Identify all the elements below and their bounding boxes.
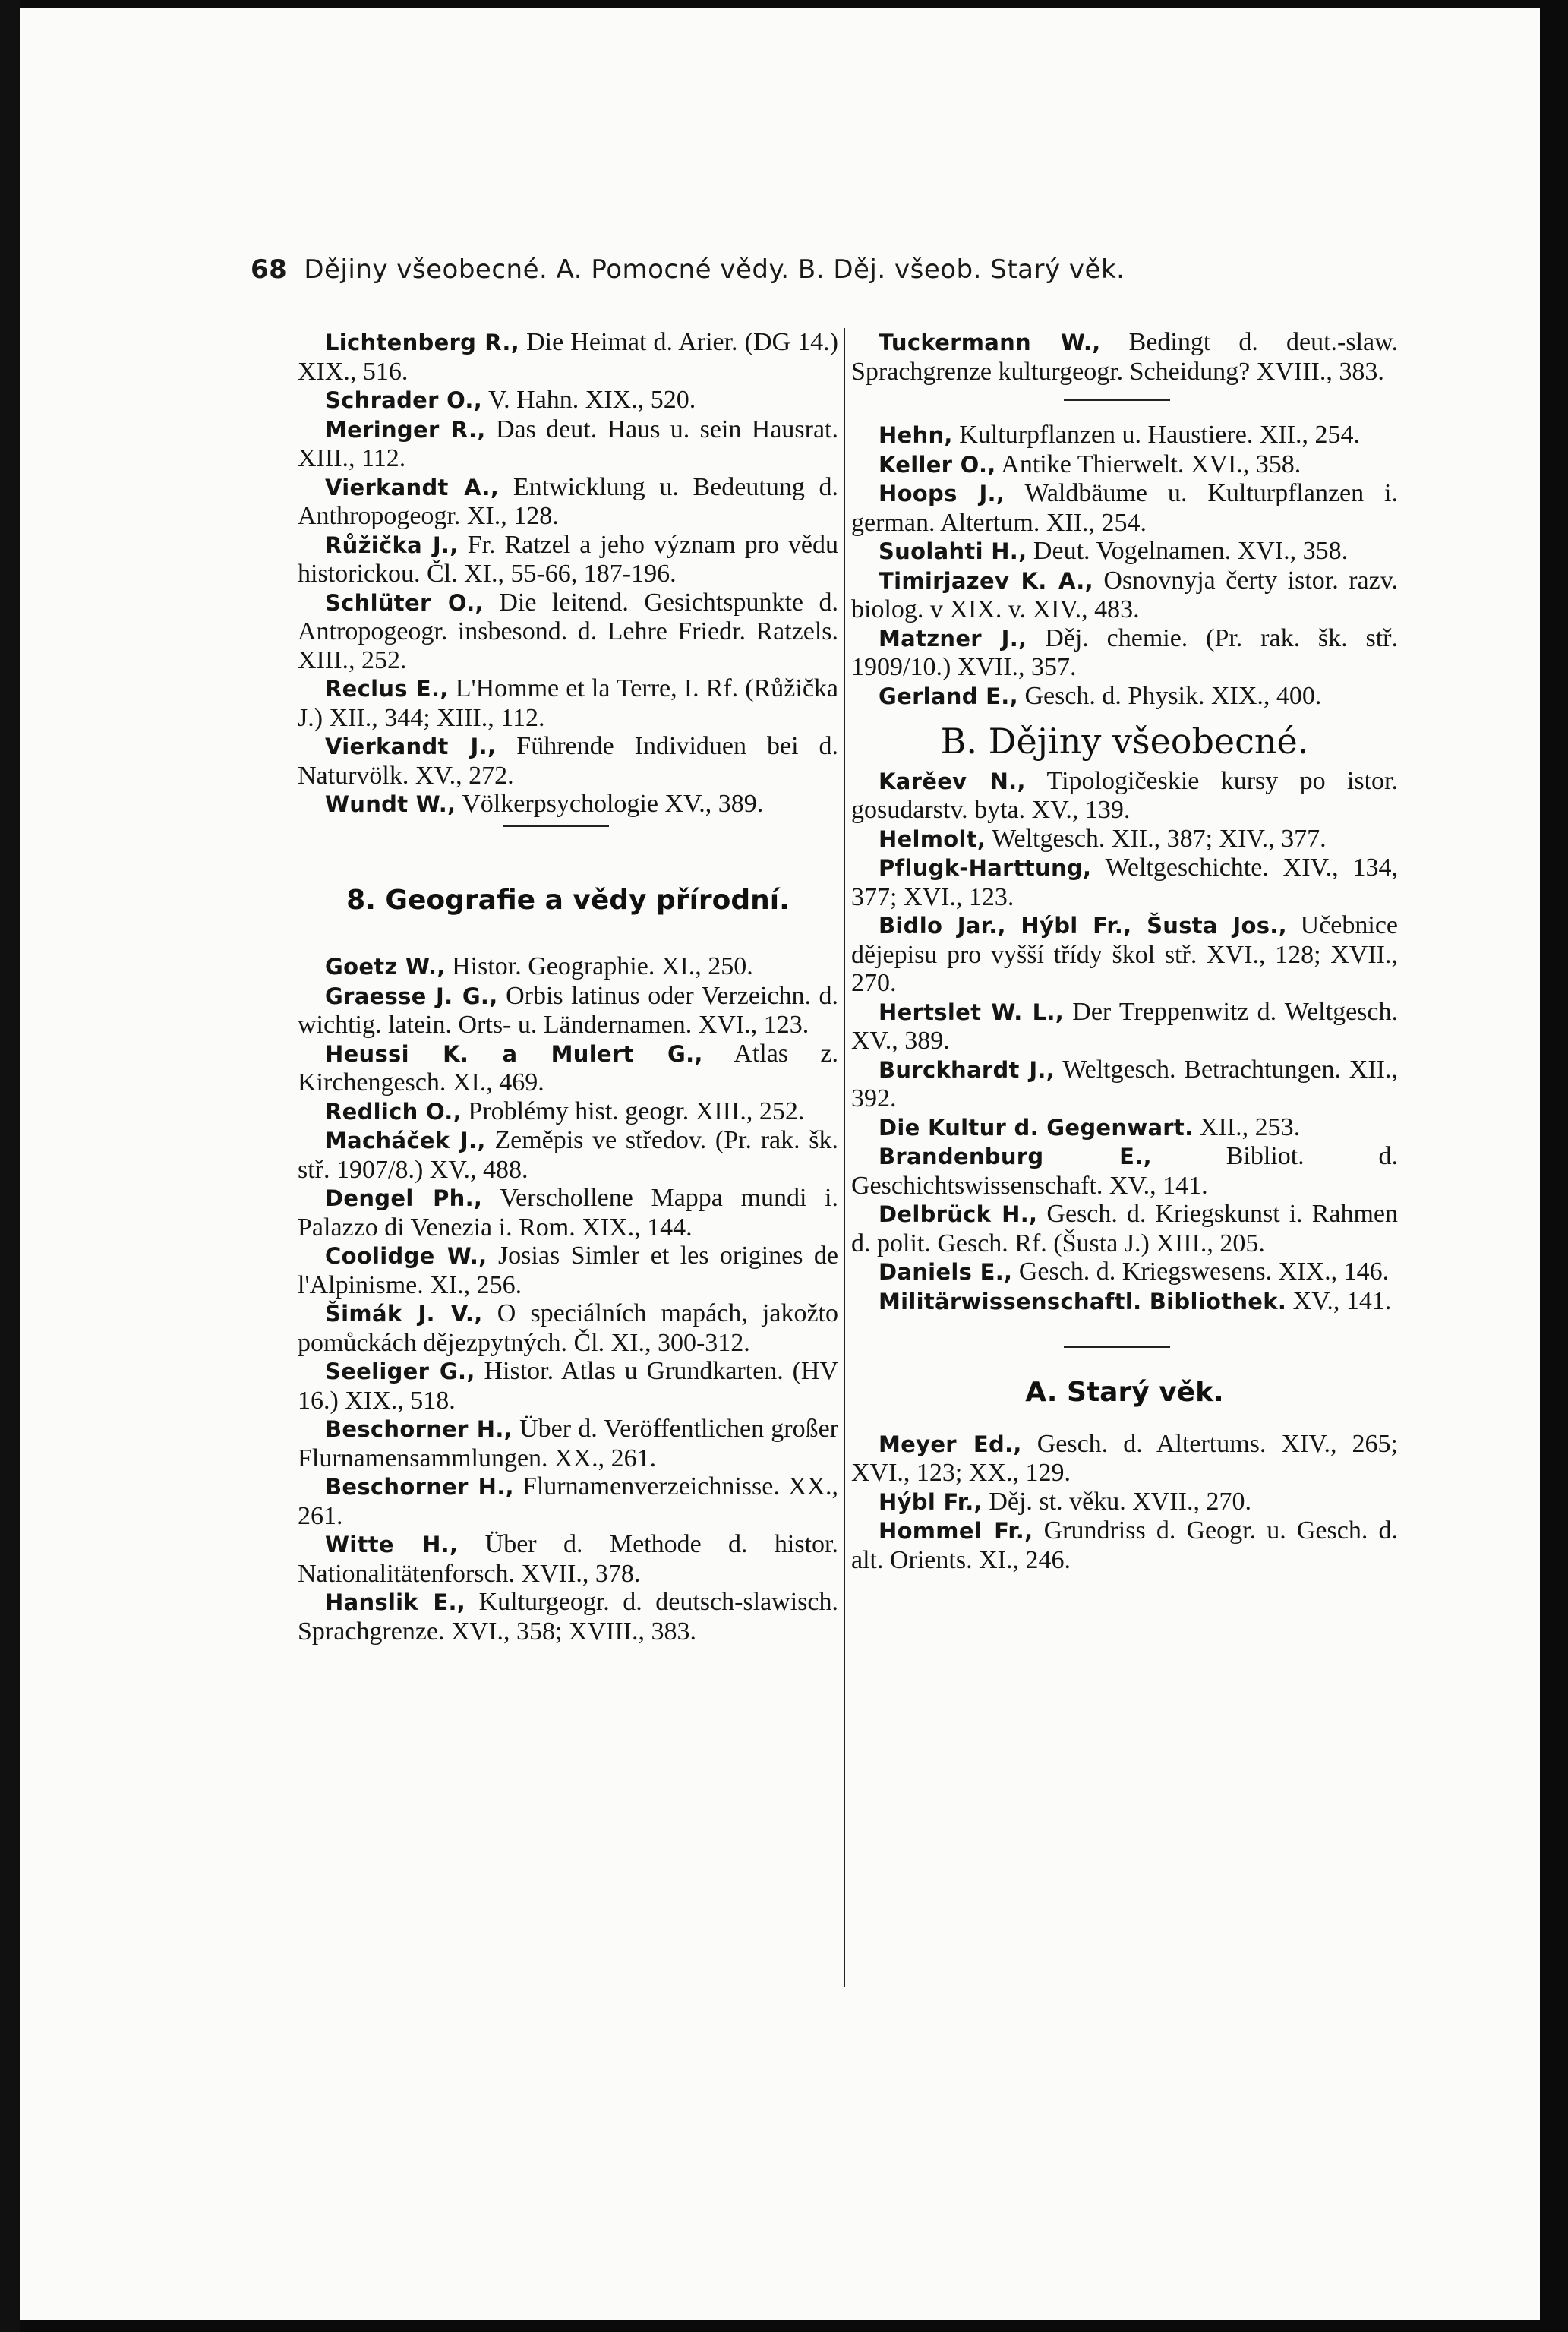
bibliography-entry — [851, 682, 1398, 712]
bibliography-entry — [298, 473, 838, 531]
bibliography-entry — [298, 1357, 838, 1415]
entry-author: Timirjazev K. A., — [879, 567, 1093, 594]
scan-edge — [0, 0, 20, 2332]
bibliography-entry — [851, 328, 1398, 386]
subsection-heading-stary-vek: A. Starý věk. — [1025, 1377, 1224, 1408]
entry-text: V. Hahn. XIX., 520. — [487, 386, 696, 414]
entry-text: Kulturgeogr. d. deutsch-slawisch. Sprachgrenze. XVI., 358; XVIII., 383. — [298, 1588, 838, 1646]
bibliography-entry — [851, 1200, 1398, 1258]
section-heading-geografie: 8. Geografie a vědy přírodní. — [346, 884, 790, 916]
entry-text: Über d. Veröffentlichen großer Flurnamensammlungen. XX., 261. — [298, 1415, 839, 1472]
bibliography-entry — [851, 479, 1398, 537]
entry-author: Dengel Ph., — [325, 1185, 483, 1211]
entry-text: Bedingt d. deut.-slaw. Sprachgrenze kulturgeogr. Scheidung? XVIII., 383. — [851, 328, 1398, 386]
entry-text: Führende Individuen bei d. Naturvölk. XV., 272. — [298, 732, 838, 790]
column-divider — [844, 328, 845, 1987]
entry-author: Macháček J., — [325, 1128, 486, 1153]
entry-text: Fr. Ratzel a jeho význam pro vědu historickou. Čl. XI., 55-66, 187-196. — [298, 530, 839, 588]
entry-author: Růžička J., — [325, 532, 459, 558]
bibliography-entry — [851, 1516, 1398, 1574]
bibliography-entry — [851, 998, 1398, 1056]
bibliography-entry — [851, 421, 1398, 450]
entry-author: Brandenburg E., — [879, 1144, 1152, 1169]
entry-text: O speciálních mapách, jakožto pomůckách dějezpytných. Čl. XI., 300-312. — [298, 1299, 838, 1357]
entry-author: Meyer Ed., — [879, 1431, 1022, 1457]
entry-author: Bidlo Jar., Hýbl Fr., Šusta Jos., — [879, 913, 1287, 939]
entry-author: Wundt W., — [325, 791, 456, 817]
bibliography-entry — [298, 1097, 838, 1127]
bibliography-entry — [851, 624, 1398, 682]
entry-text: Die leitend. Gesichtspunkte d. Antropogeogr. insbesond. d. Lehre Friedr. Ratzels. XIII., 252. — [298, 588, 838, 674]
entry-author: Redlich O., — [325, 1098, 462, 1125]
entry-author: Meringer R., — [325, 416, 486, 443]
entry-author: Militärwissenschaftl. Bibliothek. — [879, 1288, 1287, 1314]
bibliography-entry — [298, 790, 838, 819]
entry-text: Der Treppenwitz d. Weltgesch. XV., 389. — [851, 997, 1398, 1055]
separator-rule — [1064, 399, 1170, 401]
entry-author: Keller O., — [879, 451, 996, 478]
entry-text: L'Homme et la Terre, I. Rf. (Růžička J.) XII., 344; XIII., 112. — [298, 674, 839, 732]
entry-author: Lichtenberg R., — [325, 330, 520, 355]
entry-author: Witte H., — [325, 1532, 459, 1557]
right-entries-top — [851, 328, 1398, 386]
entry-author: Heussi K. a Mulert G., — [325, 1040, 703, 1067]
entry-text: Völkerpsychologie XV., 389. — [462, 790, 764, 818]
entry-author: Delbrück H., — [879, 1201, 1038, 1227]
separator-rule — [1064, 1346, 1170, 1348]
entry-author: Hoops J., — [879, 481, 1005, 506]
entry-text: Osnovnyja čerty istor. razv. biolog. v XIX. v. XIV., 483. — [851, 566, 1398, 623]
entry-text: Kulturpflanzen u. Haustiere. XII., 254. — [959, 421, 1361, 449]
bibliography-entry — [298, 1415, 838, 1472]
bibliography-entry — [851, 1056, 1398, 1113]
right-entries-a — [851, 1430, 1398, 1575]
entry-text: Antike Thierwelt. XVI., 358. — [1001, 450, 1301, 478]
entry-author: Hommel Fr., — [879, 1518, 1033, 1544]
entry-author: Goetz W., — [325, 954, 446, 980]
bibliography-entry — [298, 1588, 838, 1646]
bibliography-entry — [298, 952, 838, 982]
entry-author: Coolidge W., — [325, 1243, 487, 1269]
right-column — [851, 328, 1398, 1574]
bibliography-entry — [298, 386, 838, 415]
bibliography-entry — [298, 1299, 838, 1357]
entry-author: Burckhardt J., — [879, 1056, 1055, 1083]
entry-text: Verschollene Mappa mundi i. Palazzo di Venezia i. Rom. XIX., 144. — [298, 1184, 838, 1242]
separator-rule — [503, 825, 609, 827]
bibliography-entry — [298, 328, 838, 386]
entry-author: Daniels E., — [879, 1259, 1013, 1285]
right-entries-mid — [851, 421, 1398, 711]
entry-text: Waldbäume u. Kulturpflanzen i. german. Altertum. XII., 254. — [851, 479, 1398, 537]
page-number: 68 — [251, 254, 288, 285]
running-header — [251, 254, 1367, 285]
entry-text: Tipologičeskie kursy po istor. gosudarstv. byta. XV., 139. — [851, 766, 1398, 824]
entry-author: Helmolt, — [879, 825, 986, 852]
bibliography-entry — [851, 1287, 1398, 1317]
entry-text: Histor. Geographie. XI., 250. — [452, 952, 753, 980]
entry-author: Beschorner H., — [325, 1474, 514, 1500]
bibliography-entry — [851, 767, 1398, 825]
bibliography-entry — [298, 1530, 838, 1588]
entry-author: Vierkandt J., — [325, 734, 497, 759]
entry-author: Schlüter O., — [325, 589, 484, 616]
entry-text: Gesch. d. Altertums. XIV., 265; XVI., 123; XX., 129. — [851, 1429, 1398, 1487]
entry-author: Suolahti H., — [879, 538, 1027, 564]
entry-text: Gesch. d. Kriegswesens. XIX., 146. — [1018, 1258, 1390, 1286]
bibliography-entry — [851, 911, 1398, 998]
bibliography-entry — [851, 1488, 1398, 1517]
bibliography-entry — [298, 531, 838, 589]
bibliography-entry — [298, 732, 838, 790]
entry-text: Weltgeschichte. XIV., 134, 377; XVI., 123. — [851, 854, 1398, 911]
running-title: Dějiny všeobecné. A. Pomocné vědy. B. Děj. všeob. Starý věk. — [304, 254, 1125, 285]
entry-author: Graesse J. G., — [325, 983, 498, 1009]
entry-author: Šimák J. V., — [325, 1301, 483, 1327]
bibliography-entry — [298, 982, 838, 1040]
entry-text: Děj. st. věku. XVII., 270. — [989, 1487, 1251, 1516]
entry-text: XV., 141. — [1292, 1286, 1392, 1315]
bibliography-entry — [851, 1258, 1398, 1287]
entry-author: Hýbl Fr., — [879, 1488, 983, 1515]
section-heading-dejiny: B. Dějiny všeobecné. — [940, 721, 1309, 762]
bibliography-entry — [298, 674, 838, 732]
bibliography-entry — [851, 1142, 1398, 1200]
entry-text: Orbis latinus oder Verzeichn. d. wichtig. latein. Orts- u. Ländernamen. XVI., 123. — [298, 981, 838, 1039]
entry-author: Hertslet W. L., — [879, 999, 1065, 1025]
bibliography-entry — [298, 589, 838, 675]
left-column — [298, 328, 838, 1646]
entry-text: Deut. Vogelnamen. XVI., 358. — [1033, 537, 1349, 565]
entry-text: Zeměpis ve středov. (Pr. rak. šk. stř. 1907/8.) XV., 488. — [298, 1126, 839, 1184]
bibliography-entry — [298, 415, 838, 473]
entry-text: Histor. Atlas u Grundkarten. (HV 16.) XIX., 518. — [298, 1357, 839, 1415]
bibliography-entry — [298, 1472, 838, 1530]
bibliography-entry — [851, 1430, 1398, 1488]
bibliography-entry — [851, 450, 1398, 480]
entry-author: Schrader O., — [325, 387, 483, 413]
left-entries-top — [298, 328, 838, 819]
entry-text: Bibliot. d. Geschichtswissenschaft. XV., 141. — [851, 1142, 1398, 1200]
entry-author: Pflugk-Harttung, — [879, 855, 1092, 881]
bibliography-entry — [298, 1126, 838, 1184]
entry-text: Über d. Methode d. histor. Nationalitätenforsch. XVII., 378. — [298, 1530, 838, 1588]
bibliography-entry — [851, 1113, 1398, 1143]
entry-text: Entwicklung u. Bedeutung d. Anthropogeogr. XI., 128. — [298, 472, 839, 530]
bibliography-entry — [851, 854, 1398, 911]
entry-text: Atlas z. Kirchengesch. XI., 469. — [298, 1039, 839, 1097]
bibliography-entry — [851, 825, 1398, 854]
left-entries-bottom — [298, 952, 838, 1646]
entry-author: Beschorner H., — [325, 1416, 513, 1442]
bibliography-entry — [298, 1242, 838, 1299]
entry-text: Gesch. d. Kriegskunst i. Rahmen d. polit. Gesch. Rf. (Šusta J.) XIII., 205. — [851, 1200, 1398, 1258]
entry-author: Matzner J., — [879, 625, 1027, 652]
entry-text: Učebnice dějepisu pro vyšší třídy škol stř. XVI., 128; XVII., 270. — [851, 911, 1399, 997]
entry-text: Děj. chemie. (Pr. rak. šk. stř. 1909/10.) XVII., 357. — [851, 623, 1398, 681]
bibliography-entry — [298, 1040, 838, 1097]
bibliography-entry — [851, 537, 1398, 566]
entry-text: Gesch. d. Physik. XIX., 400. — [1024, 681, 1322, 710]
entry-author: Hehn, — [879, 422, 953, 448]
entry-author: Die Kultur d. Gegenwart. — [879, 1114, 1194, 1141]
entry-author: Hanslik E., — [325, 1589, 466, 1615]
right-entries-b — [851, 767, 1398, 1317]
entry-text: Josias Simler et les origines de l'Alpinisme. XI., 256. — [298, 1242, 839, 1299]
entry-text: Weltgesch. Betrachtungen. XII., 392. — [851, 1055, 1398, 1112]
entry-text: Flurnamenverzeichnisse. XX., 261. — [298, 1472, 838, 1530]
entry-author: Reclus E., — [325, 676, 449, 702]
entry-text: Die Heimat d. Arier. (DG 14.) XIX., 516. — [298, 328, 839, 386]
entry-text: XII., 253. — [1199, 1112, 1301, 1141]
entry-text: Problémy hist. geogr. XIII., 252. — [468, 1097, 805, 1125]
entry-text: Das deut. Haus u. sein Hausrat. XIII., 112. — [298, 415, 838, 472]
entry-text: Weltgesch. XII., 387; XIV., 377. — [992, 824, 1327, 853]
entry-author: Gerland E., — [879, 683, 1018, 709]
entry-author: Karěev N., — [879, 768, 1026, 794]
entry-text: Grundriss d. Geogr. u. Gesch. d. alt. Orients. XI., 246. — [851, 1516, 1398, 1574]
entry-author: Vierkandt A., — [325, 474, 500, 500]
bibliography-entry — [851, 566, 1398, 624]
entry-author: Seeliger G., — [325, 1358, 475, 1384]
entry-author: Tuckermann W., — [879, 330, 1101, 355]
bibliography-entry — [298, 1184, 838, 1242]
